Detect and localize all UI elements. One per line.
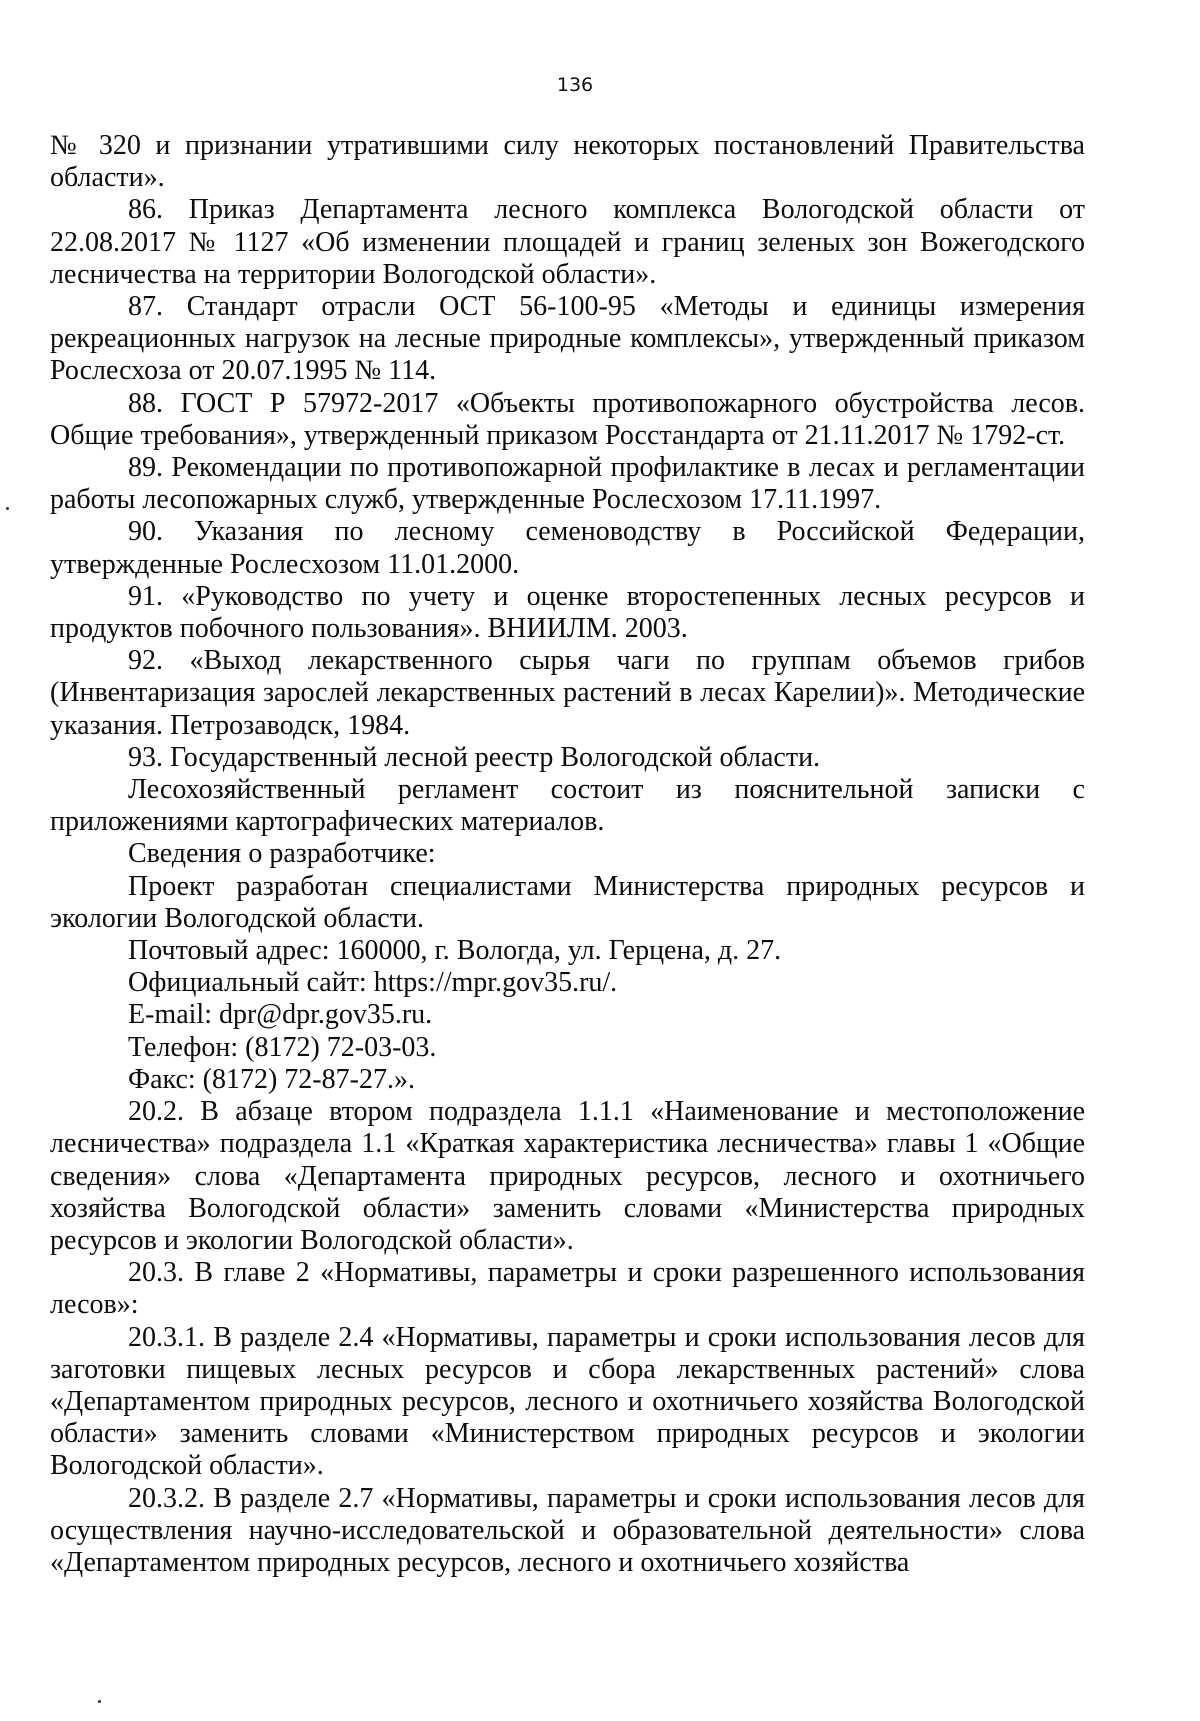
paragraph: 20.2. В абзаце втором подраздела 1.1.1 «Наименование и местоположение лесничества» подраздела 1.1 «Краткая характеристика лесничества» главы 1 «Общие сведения» слова «Департамента природных ресурсов, лесного и охотничьего хозяйства Вологодской области» заменить словами «Министерства природных ресурсов и экологии Вологодской области».: [50, 1096, 1085, 1256]
paragraph: 91. «Руководство по учету и оценке второстепенных лесных ресурсов и продуктов побочного пользования». ВНИИЛМ. 2003.: [50, 580, 1085, 645]
paragraph: Проект разработан специалистами Министерства природных ресурсов и экологии Вологодской области.: [50, 870, 1085, 934]
paragraph: 89. Рекомендации по противопожарной профилактике в лесах и регламентации работы лесопожарных служб, утвержденные Рослесхозом 17.11.1997.: [50, 452, 1085, 516]
paragraph: E-mail: dpr@dpr.gov35.ru.: [128, 999, 433, 1031]
paragraph: Сведения о разработчике:: [128, 838, 436, 870]
paragraph: Почтовый адрес: 160000, г. Вологда, ул. Герцена, д. 27.: [128, 935, 782, 967]
paragraph: 87. Стандарт отрасли ОСТ 56-100-95 «Методы и единицы измерения рекреационных нагрузок на лесные природные комплексы», утвержденный приказом Рослесхоза от 20.07.1995 № 114.: [50, 291, 1085, 387]
paragraph: 90. Указания по лесному семеноводству в Российской Федерации, утвержденные Рослесхозом 11.01.2000.: [50, 516, 1085, 580]
page-number: 136: [556, 74, 594, 96]
paragraph: 20.3. В главе 2 «Нормативы, параметры и сроки разрешенного использования лесов»:: [50, 1257, 1085, 1321]
paragraph: 20.3.2. В разделе 2.7 «Нормативы, параметры и сроки использования лесов для осуществления научно-исследовательской и образовательной деятельности» слова «Департаментом природных ресурсов, лесного и охотничьего хозяйства: [50, 1482, 1085, 1578]
paragraph: 20.3.1. В разделе 2.4 «Нормативы, параметры и сроки использования лесов для заготовки пищевых лесных ресурсов и сбора лекарственных растений» слова «Департаментом природных ресурсов, лесного и охотничьего хозяйства Вологодской области» заменить словами «Министерством природных ресурсов и экологии Вологодской области».: [50, 1321, 1085, 1482]
paragraph: 92. «Выход лекарственного сырья чаги по группам объемов грибов (Инвентаризация зарослей лекарственных растений в лесах Карелии)». Методические указания. Петрозаводск, 1984.: [50, 645, 1085, 741]
scan-speck: [6, 507, 9, 510]
paragraph: Лесохозяйственный регламент состоит из пояснительной записки с приложениями картографических материалов.: [50, 774, 1085, 838]
paragraph: 86. Приказ Департамента лесного комплекса Вологодской области от 22.08.2017 № 1127 «Об изменении площадей и границ зеленых зон Вожегодского лесничества на территории Вологодской области».: [50, 194, 1085, 290]
paragraph: № 320 и признании утратившими силу некоторых постановлений Правительства области».: [50, 130, 1085, 194]
scan-speck: [98, 1700, 101, 1703]
document-body: [50, 130, 1085, 1579]
paragraph: Официальный сайт: https://mpr.gov35.ru/.: [128, 967, 618, 999]
paragraph: Факс: (8172) 72-87-27.».: [128, 1063, 415, 1095]
paragraph: 93. Государственный лесной реестр Вологодской области.: [128, 741, 821, 773]
paragraph: Телефон: (8172) 72-03-03.: [128, 1031, 437, 1063]
paragraph: 88. ГОСТ Р 57972-2017 «Объекты противопожарного обустройства лесов. Общие требования», утвержденный приказом Росстандарта от 21.11.2017 № 1792-ст.: [50, 387, 1085, 451]
